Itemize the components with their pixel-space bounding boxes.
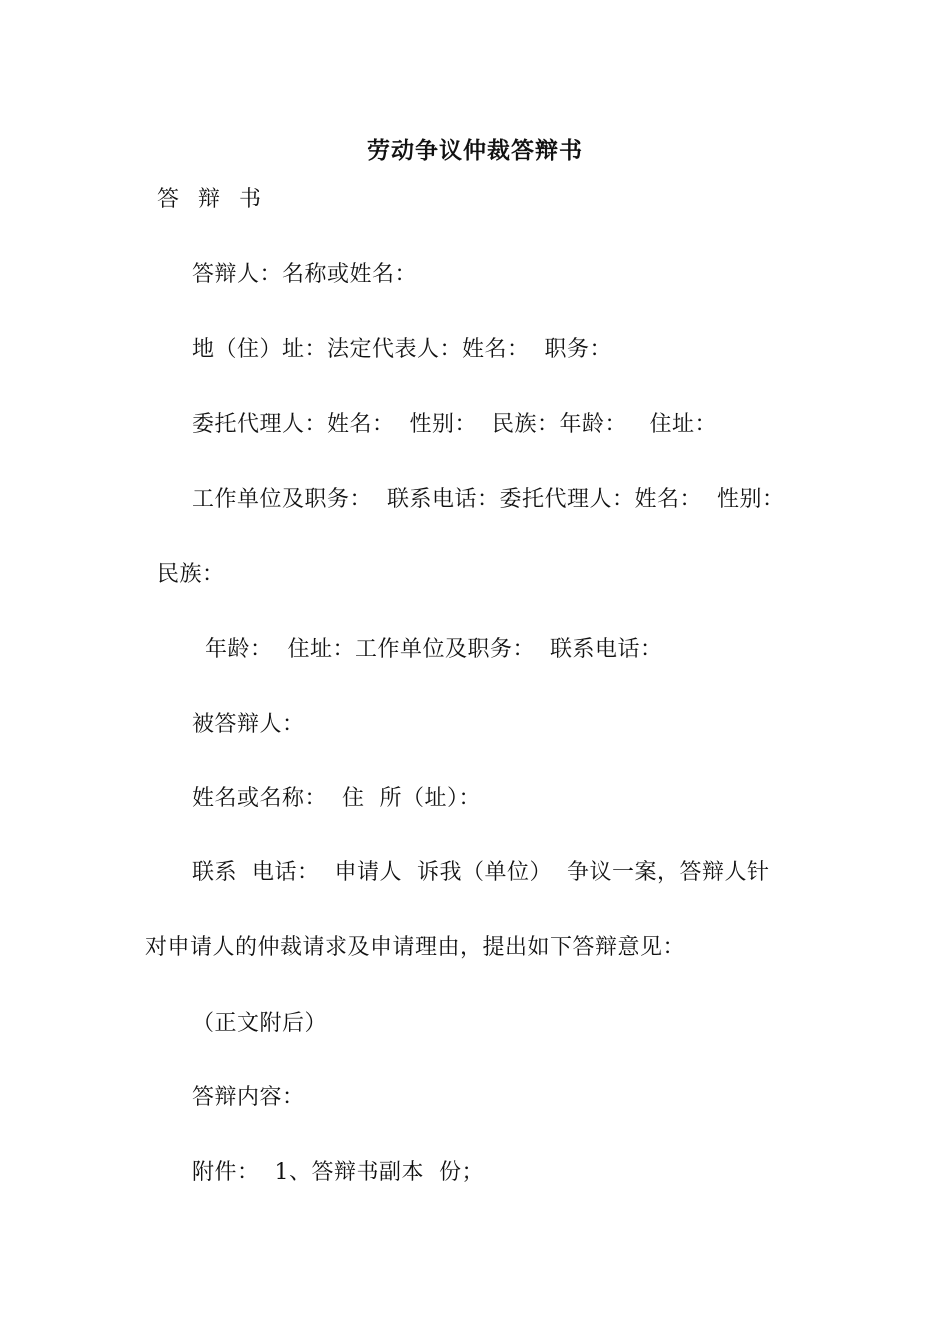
document-subtitle: 答 辩 书 [157,187,267,212]
respondent-address-line: 地（住）址：法定代表人：姓名： 职务： [192,337,612,362]
claimant-name-line: 姓名或名称： 住 所（址）： [192,786,481,811]
document-title: 劳动争议仲裁答辩书 [367,137,583,164]
respondent-name-line: 答辩人：名称或姓名： [192,262,418,287]
case-statement-line: 联系 电话： 申请人 诉我（单位） 争议一案，答辩人针 [192,860,770,885]
body-attached-note: （正文附后） [192,1011,328,1036]
attachments-line: 附件： 1、答辩书副本 份； [192,1160,484,1185]
case-statement-continued: 对申请人的仲裁请求及申请理由，提出如下答辩意见： [145,935,686,960]
agent-info-line: 委托代理人：姓名： 性别： 民族：年龄： 住址： [192,412,717,437]
defense-content-heading: 答辩内容： [192,1085,305,1110]
agent-work-line: 工作单位及职务： 联系电话：委托代理人：姓名： 性别： [192,487,785,512]
second-agent-line: 年龄： 住址：工作单位及职务： 联系电话： [205,637,663,662]
ethnicity-line: 民族： [157,562,225,587]
claimant-heading: 被答辩人： [192,712,305,737]
